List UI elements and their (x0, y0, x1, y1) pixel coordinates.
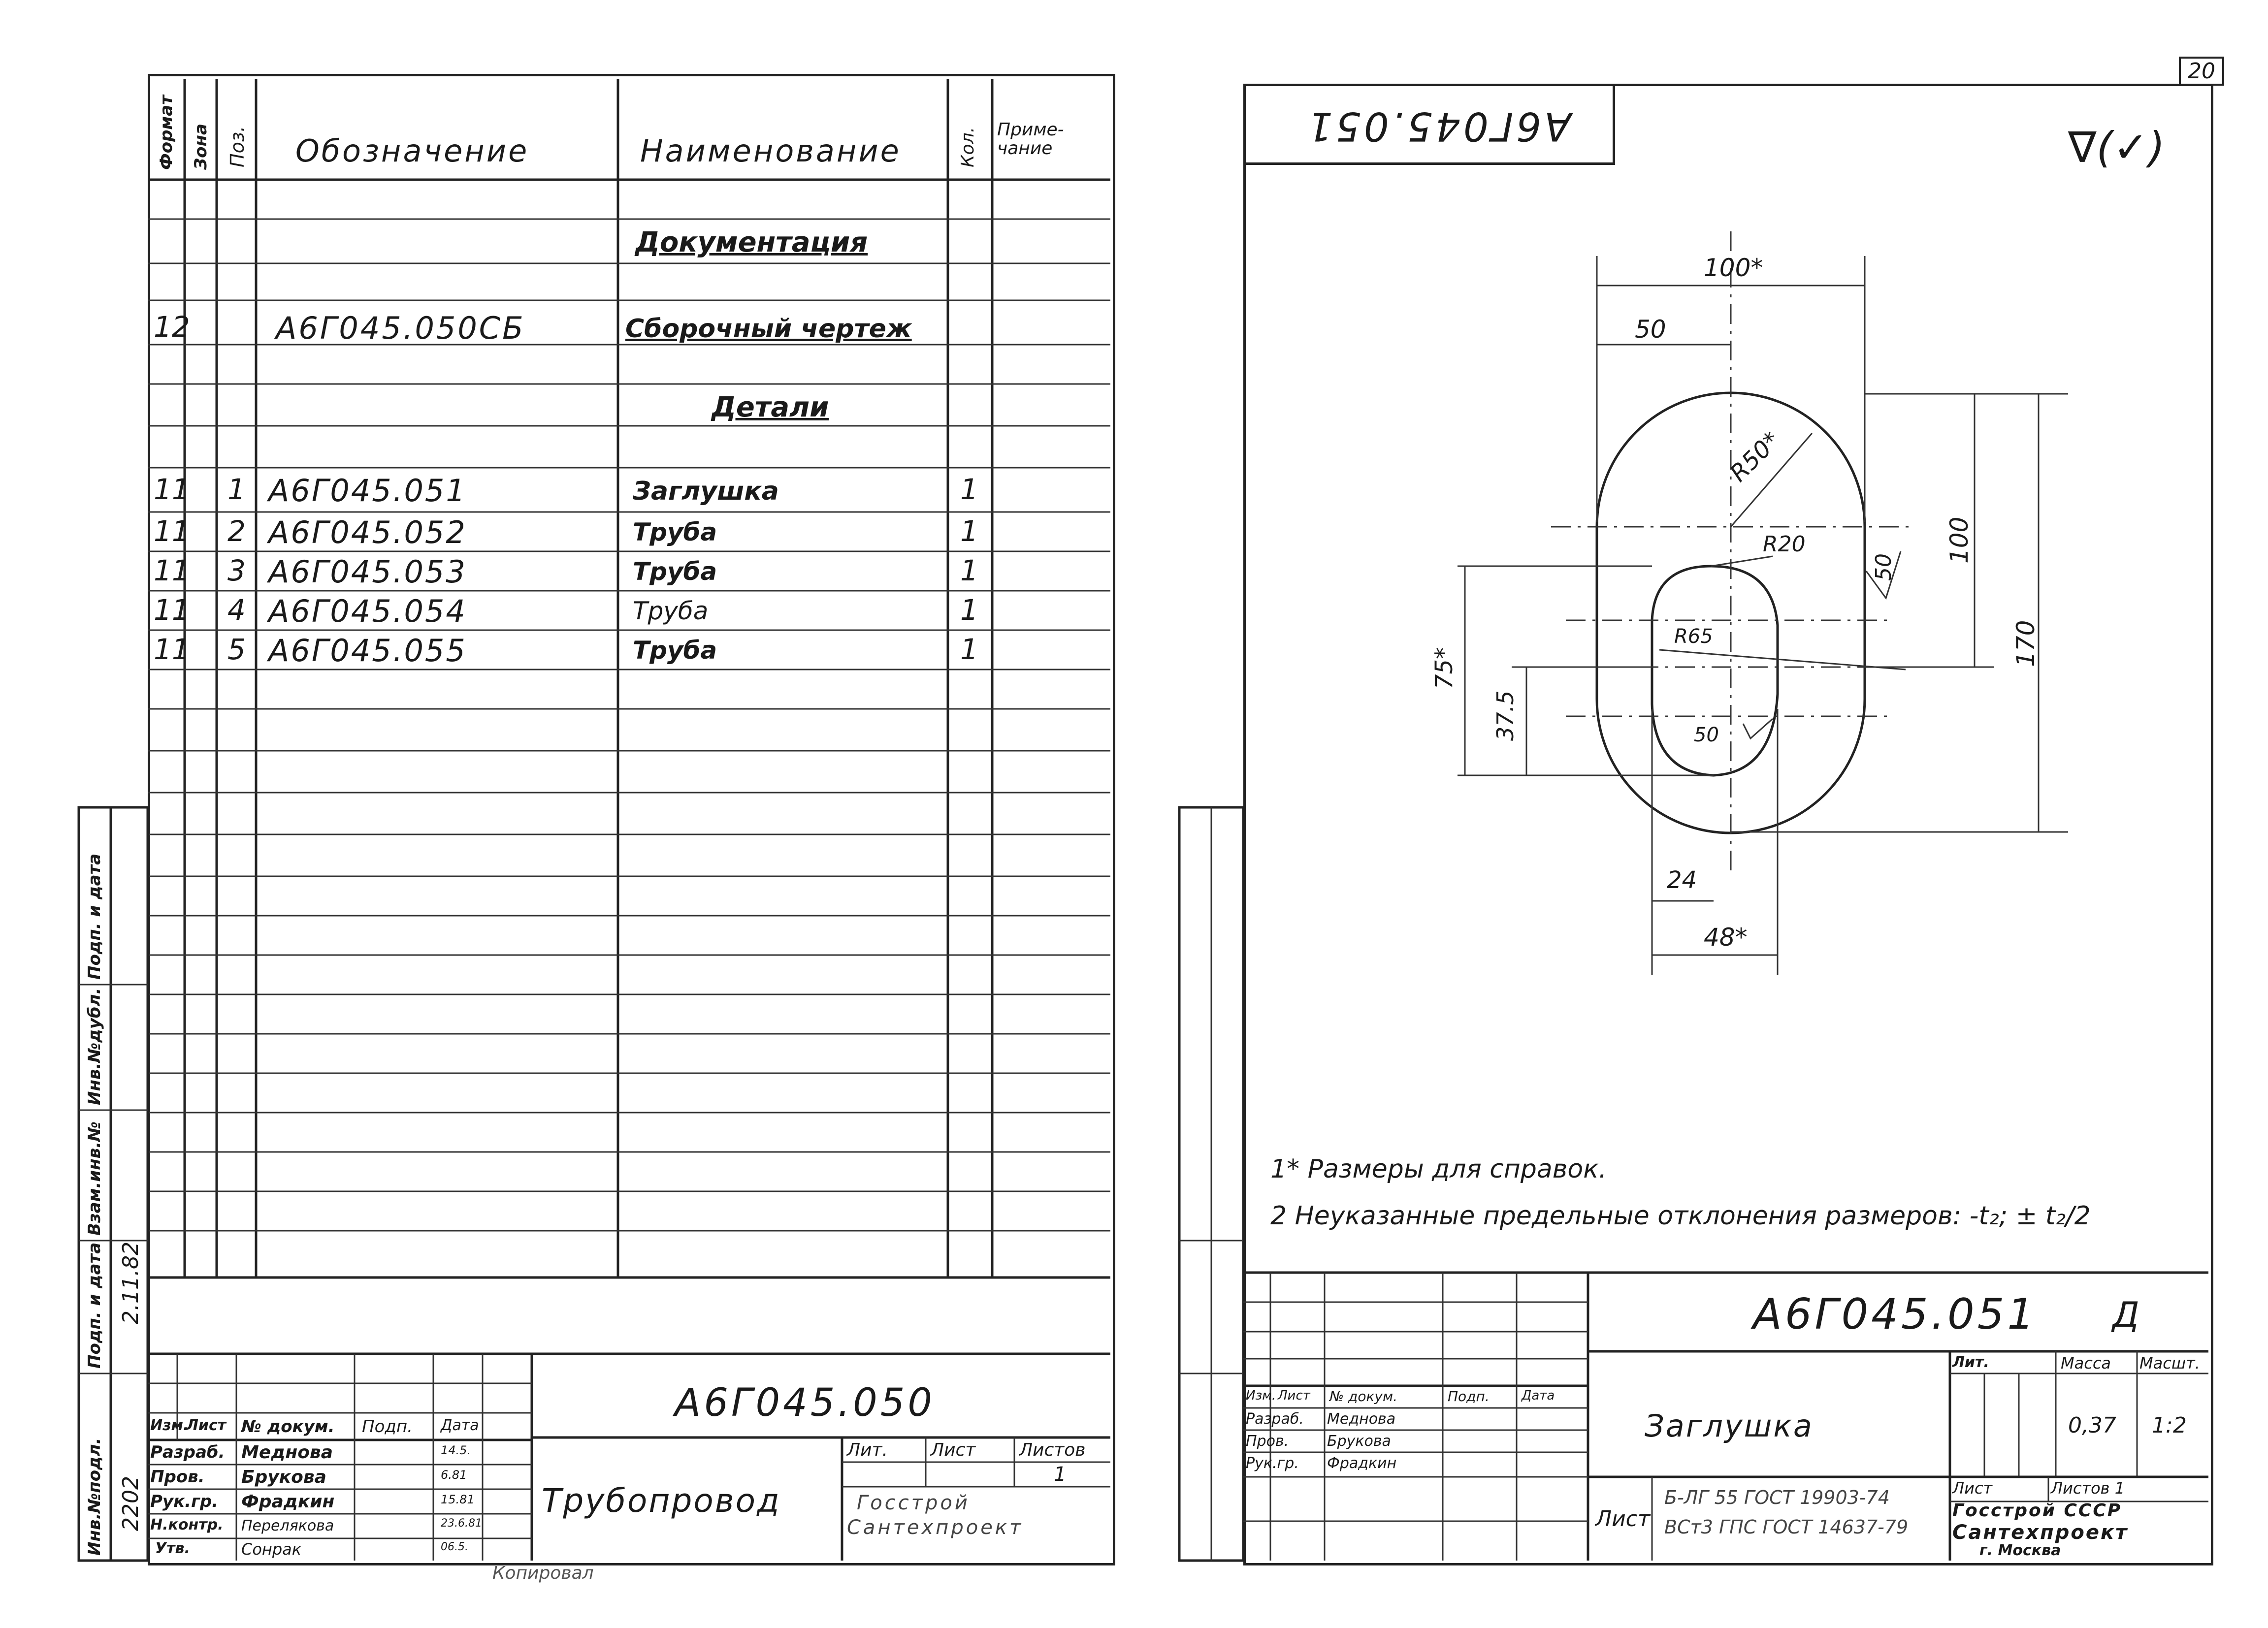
tb-role: Утв. (155, 1540, 190, 1557)
drawing-sheets-label: Листов 1 (2051, 1479, 2125, 1498)
drawing-org-2: Сантехпроект (1952, 1521, 2129, 1544)
tb-role: Н.контр. (150, 1516, 224, 1533)
roughness-bottom-value: 50 (1694, 724, 1719, 746)
header-name: Наименование (640, 133, 901, 169)
roughness-top-value: 50 (1871, 553, 1896, 581)
drawing-tb-person: Меднова (1327, 1410, 1396, 1428)
tb-head-sign: Подп. (362, 1417, 413, 1436)
tb-date: 23.6.81 (441, 1517, 482, 1530)
tb-role: Пров. (150, 1467, 205, 1487)
tb-head-izm: Изм. (150, 1417, 189, 1434)
tb-date: 06.5. (441, 1541, 468, 1553)
drawing-scale-label: Масшт. (2139, 1354, 2200, 1373)
section-documentation: Документация (635, 226, 868, 258)
page-number: 20 (2179, 57, 2224, 86)
side-label-dup-inv: Инв.№дубл. (85, 988, 104, 1105)
spec-sheet-label: Лист (931, 1440, 976, 1460)
row-pos: 3 (227, 554, 246, 587)
drawing-sheet-label: Лист (1595, 1506, 1651, 1532)
row-format: 11 (154, 554, 190, 587)
section-parts: Детали (712, 391, 829, 423)
side-label-inv-orig: Инв.№подл. (85, 1437, 104, 1556)
tb-person: Брукова (241, 1467, 326, 1487)
row-pos: 5 (227, 633, 246, 666)
drawing-tb-role: Пров. (1246, 1433, 1289, 1450)
dim-hole-height: 75* (1430, 647, 1458, 689)
tb-head-date: Дата (441, 1417, 479, 1434)
drawing-tb-person: Брукова (1327, 1433, 1391, 1450)
dim-height-total: 170 (2011, 620, 2040, 667)
row-name: Труба (633, 636, 717, 665)
dim-hole-width: 48* (1704, 923, 1748, 952)
note-2: 2 Неуказанные предельные отклонения размеров: -t₂; ± t₂/2 (1270, 1201, 2091, 1231)
drawing-lit-label: Лит. (1952, 1354, 1989, 1371)
row-designation: А6Г045.053 (268, 554, 467, 590)
row-qty: 1 (960, 554, 978, 587)
header-note: Приме-чание (997, 120, 1064, 159)
spec-doc-code: А6Г045.050 (675, 1381, 935, 1425)
drawing-tb-head-doc: № докум. (1329, 1388, 1398, 1405)
row-designation: А6Г045.050СБ (276, 310, 525, 346)
spec-sheets-value: 1 (1054, 1463, 1067, 1486)
dim-half-width: 50 (1635, 315, 1666, 344)
row-qty: 1 (960, 514, 978, 548)
dim-width-total: 100* (1704, 254, 1763, 282)
header-zone: Зона (191, 124, 211, 170)
drawing-scale: 1:2 (2152, 1413, 2187, 1438)
dim-outer-radius: R50* (1724, 426, 1785, 487)
drawing-tb-person: Фрадкин (1327, 1455, 1397, 1472)
row-name: Заглушка (633, 477, 779, 506)
side-label-sign-date-2: Подп. и дата (85, 853, 104, 980)
header-format: Формат (157, 95, 176, 170)
row-designation: А6Г045.055 (268, 633, 467, 669)
row-format: 11 (154, 473, 190, 506)
copied-by: Копировал (492, 1563, 594, 1583)
row-format: 11 (154, 633, 190, 666)
drawing-material-1: Б-ЛГ 55 ГОСТ 19903-74 (1664, 1487, 1890, 1508)
row-format: 12 (154, 310, 190, 344)
row-name: Труба (633, 557, 717, 586)
side-label-sign-date-1: Подп. и дата (85, 1242, 104, 1369)
row-designation: А6Г045.051 (268, 473, 467, 509)
drawing-mass-label: Масса (2061, 1354, 2111, 1373)
side-inv-number: 2202 (118, 1476, 143, 1531)
row-pos: 4 (227, 593, 246, 627)
row-qty: 1 (960, 593, 978, 627)
tb-head-list: Лист (186, 1417, 227, 1434)
drawing-doc-code: А6Г045.051 (1753, 1290, 2038, 1339)
note-1: 1* Размеры для справок. (1270, 1154, 1607, 1184)
row-qty: 1 (960, 633, 978, 666)
row-name: Сборочный чертеж (625, 314, 912, 344)
header-pos: Поз. (227, 126, 248, 167)
stamp-code: А6Г045.051 (1305, 103, 1572, 149)
header-designation: Обозначение (295, 133, 529, 169)
row-qty: 1 (960, 473, 978, 506)
drawing-tb-head-izm: Изм. (1246, 1388, 1276, 1403)
row-name: Труба (633, 518, 717, 546)
tb-date: 6.81 (441, 1468, 467, 1482)
drawing-org-1: Госстрой СССР (1952, 1500, 2122, 1521)
row-designation: А6Г045.052 (268, 514, 467, 550)
header-qty: Кол. (958, 127, 978, 167)
spec-lit-label: Лит. (847, 1440, 888, 1460)
drawing-tb-head-list: Лист (1278, 1388, 1310, 1403)
drawing-sheet-label-2: Лист (1952, 1479, 1993, 1498)
drawing-title: Заглушка (1645, 1408, 1814, 1444)
drawing-tb-head-date: Дата (1522, 1388, 1555, 1403)
spec-org-1: Госстрой (857, 1492, 970, 1514)
dim-hole-half: 24 (1667, 866, 1697, 894)
tb-date: 15.81 (441, 1493, 475, 1506)
dim-height-straight: 100 (1945, 516, 1974, 564)
row-format: 11 (154, 514, 190, 548)
drawing-material-2: ВСт3 ГПС ГОСТ 14637-79 (1664, 1516, 1909, 1538)
row-pos: 2 (227, 514, 246, 548)
row-pos: 1 (227, 473, 246, 506)
tb-role: Рук.гр. (150, 1492, 219, 1511)
tb-head-doc: № докум. (241, 1417, 335, 1436)
row-designation: А6Г045.054 (268, 593, 467, 629)
spec-title: Трубопровод (542, 1482, 781, 1520)
tb-date: 14.5. (441, 1443, 471, 1457)
tb-role: Разраб. (150, 1442, 225, 1462)
spec-org-2: Сантехпроект (847, 1516, 1024, 1539)
row-format: 11 (154, 593, 190, 627)
drawing-tb-role: Рук.гр. (1246, 1455, 1299, 1472)
tb-person: Сонрак (241, 1540, 302, 1559)
spec-sheets-label: Листов (1019, 1440, 1086, 1460)
drawing-tb-head-sign: Подп. (1448, 1388, 1490, 1405)
row-name: Труба (633, 597, 709, 625)
drawing-mass: 0,37 (2068, 1413, 2116, 1438)
side-date: 2.11.82 (118, 1242, 143, 1324)
drawing-lit-value: Д (2112, 1295, 2139, 1335)
dim-inner-radius-top: R20 (1763, 532, 1806, 557)
dim-inner-radius-side: R65 (1674, 625, 1713, 648)
roughness-sign: ∇(✓) (2068, 123, 2165, 172)
drawing-org-3: г. Москва (1979, 1542, 2061, 1559)
tb-person: Фрадкин (241, 1492, 335, 1512)
tb-person: Перелякова (241, 1517, 334, 1534)
drawing-tb-role: Разраб. (1246, 1410, 1304, 1428)
side-label-replace-inv: Взам.инв.№ (85, 1121, 104, 1236)
dim-hole-offset: 37.5 (1492, 690, 1519, 741)
tb-person: Меднова (241, 1442, 333, 1463)
